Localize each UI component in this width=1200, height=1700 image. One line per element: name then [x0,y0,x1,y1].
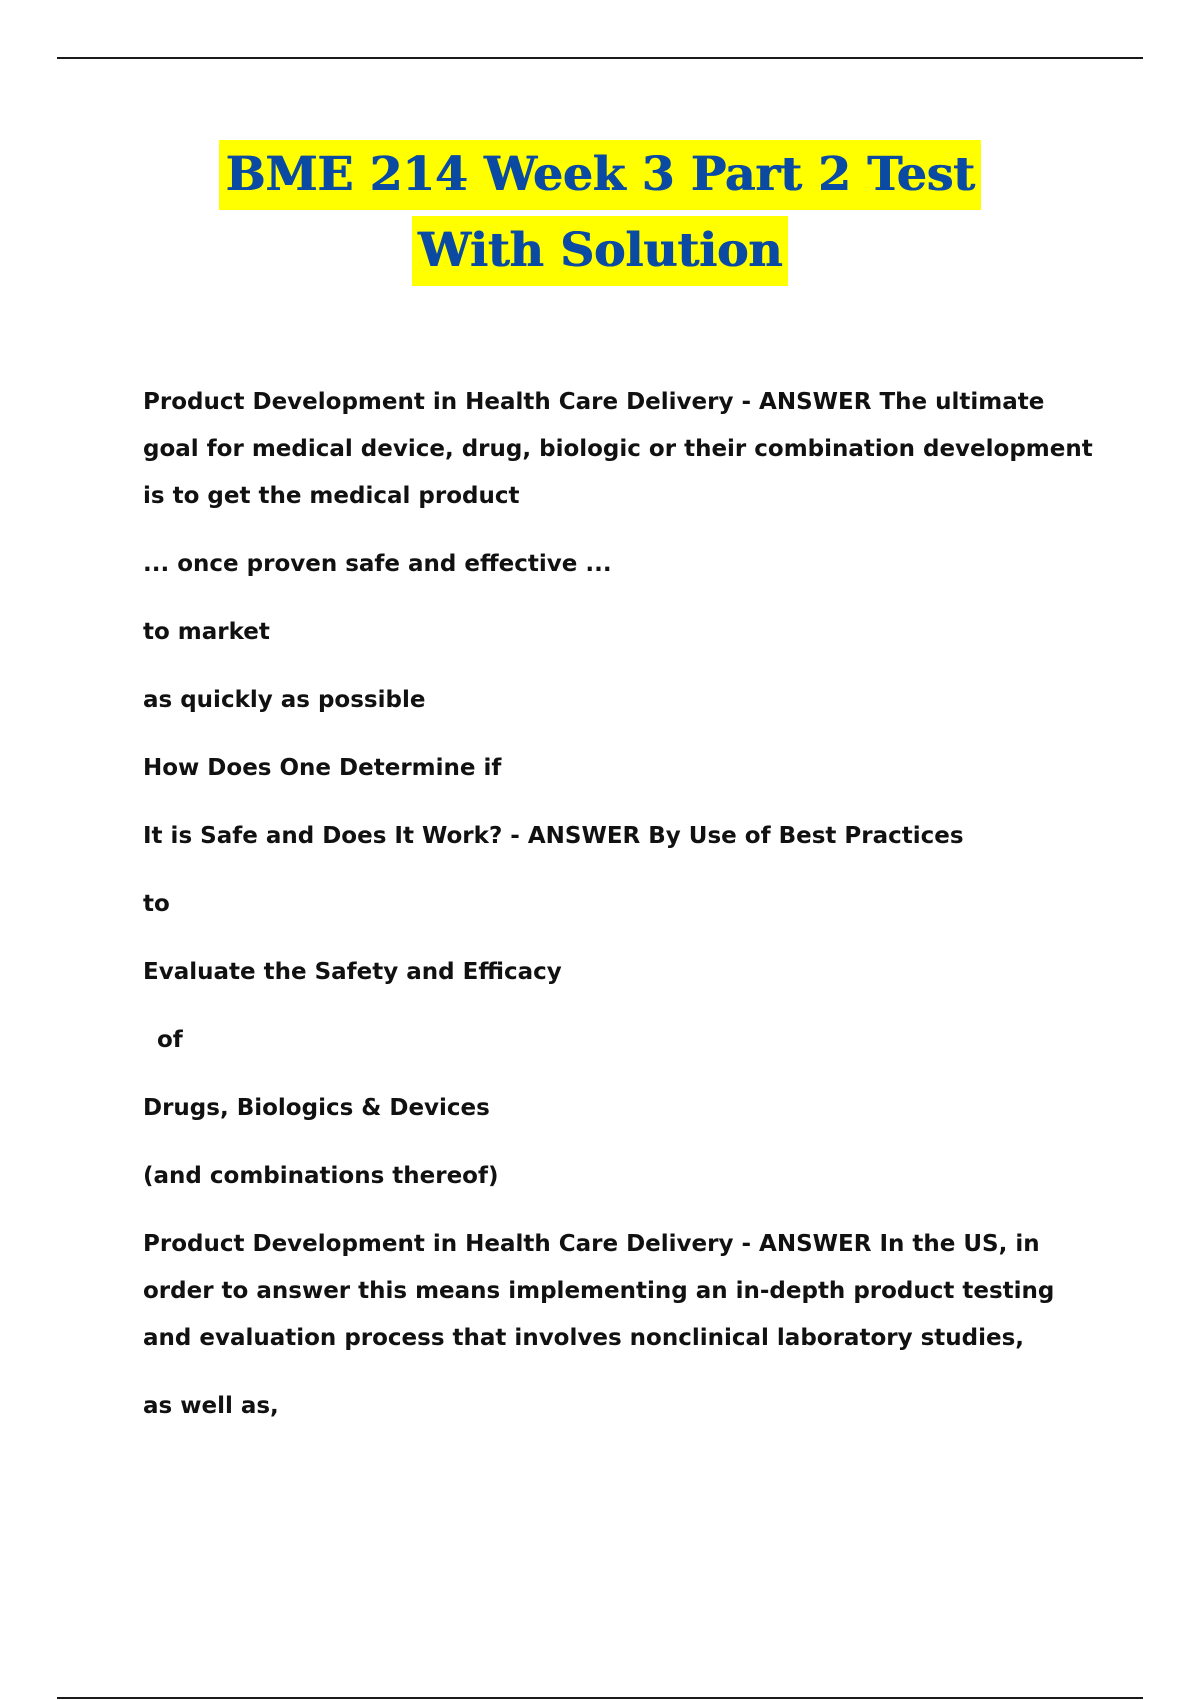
footer-rule [57,1697,1143,1699]
header-rule [57,57,1143,59]
paragraph-6: It is Safe and Does It Work? - ANSWER By Use of Best Practices [143,823,964,849]
document-title [0,140,1200,286]
paragraph-5: How Does One Determine if [143,755,502,781]
paragraph-1: Product Development in Health Care Delivery - ANSWER The ultimate goal for medical device, drug, biologic or their combination development is to get the medical product [143,389,1093,509]
paragraph-7: to [143,891,170,917]
paragraph-10: Drugs, Biologics & Devices [143,1095,490,1121]
paragraph-12: Product Development in Health Care Delivery - ANSWER In the US, in order to answer this means implementing an in-depth product testing and evaluation process that involves nonclinical laboratory studies, [143,1231,1055,1351]
paragraph-2: ... once proven safe and effective ... [143,551,612,577]
paragraph-13: as well as, [143,1393,279,1419]
title-line-2: With Solution [412,216,788,286]
paragraph-4: as quickly as possible [143,687,426,713]
paragraph-3: to market [143,619,270,645]
paragraph-8: Evaluate the Safety and Efficacy [143,959,562,985]
title-line-1: BME 214 Week 3 Part 2 Test [219,140,980,210]
paragraph-11: (and combinations thereof) [143,1163,499,1189]
document-body [143,379,1103,1451]
paragraph-9: of [157,1027,183,1053]
